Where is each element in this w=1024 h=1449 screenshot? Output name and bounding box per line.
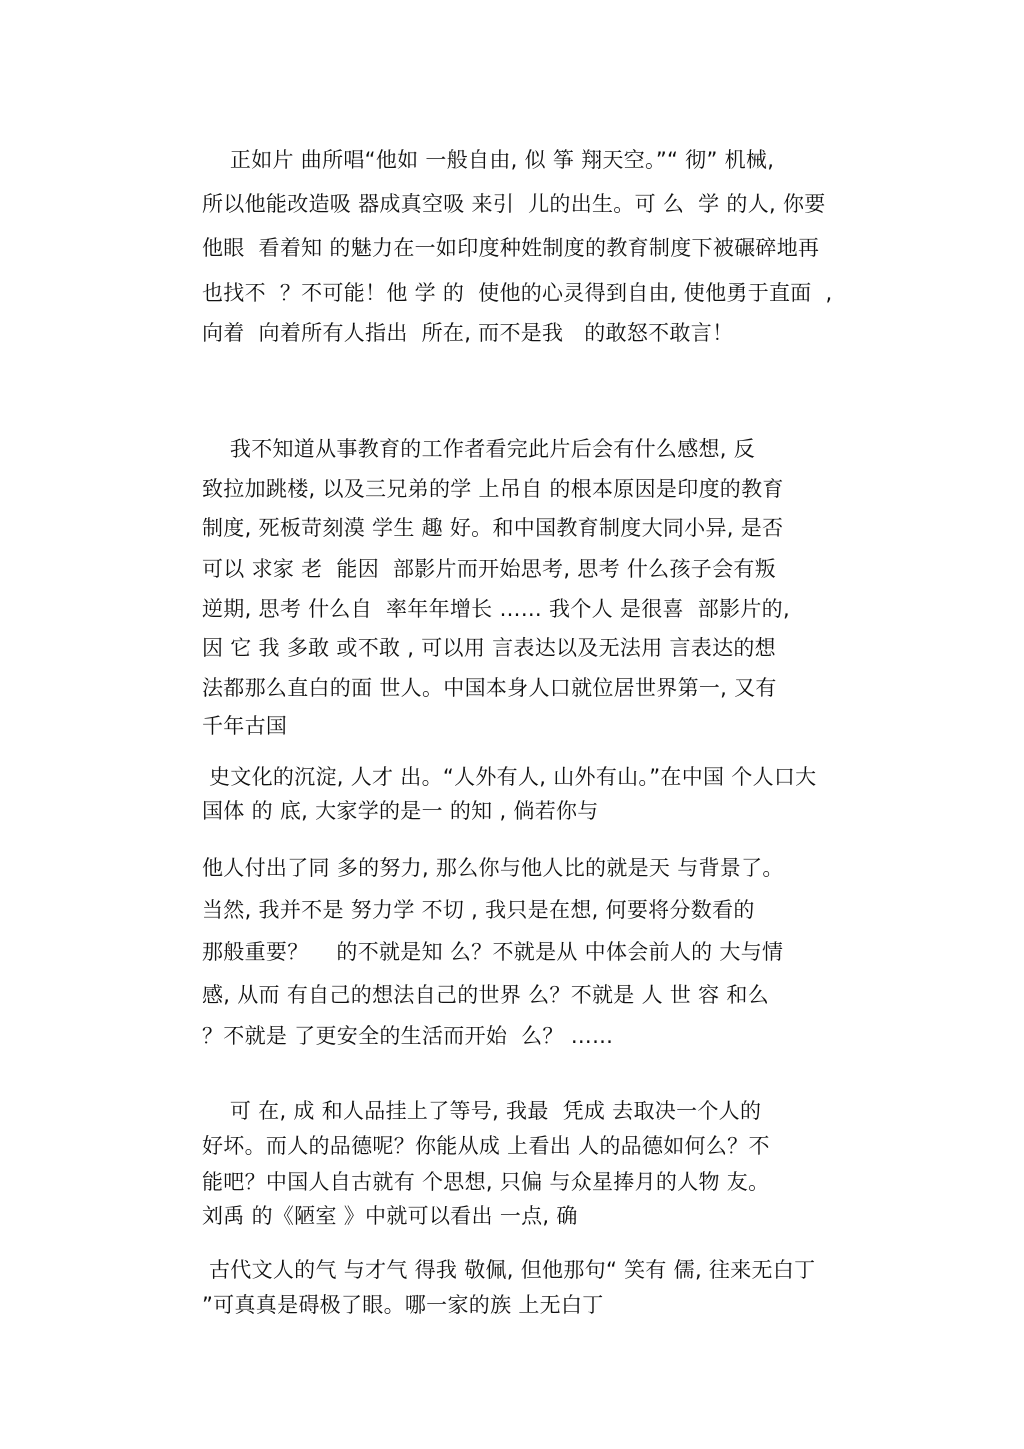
- text-line: ”可真真是碍极了眼。哪一家的族 上无白丁: [202, 1293, 604, 1317]
- text-line: 向着 向着所有人指出 所在, 而不是我 的敢怒不敢言！: [202, 321, 734, 345]
- text-line: 制度, 死板苛刻漠 学生 趣 好。和中国教育制度大同小异, 是否: [202, 516, 784, 540]
- text-line: 国体 的 底, 大家学的是一 的知 , 倘若你与: [202, 799, 599, 823]
- text-line: 能吧？中国人自古就有 个思想, 只偏 与众星捧月的人物 友。: [202, 1170, 770, 1194]
- text-line: 可 在, 成 和人品挂上了等号, 我最 凭成 去取决一个人的: [202, 1099, 762, 1123]
- text-line: 史文化的沉淀, 人才 出。“人外有人, 山外有山。”在中国 个人口大: [202, 765, 817, 789]
- text-line: 刘禹 的《陋室 》中就可以看出 一点, 确: [202, 1204, 578, 1228]
- text-line: 那般重要？ 的不就是知 么？不就是从 中体会前人的 大与情: [202, 940, 784, 964]
- text-line: 古代文人的气 与才气 得我 敬佩, 但他那句“ 笑有 儒, 往来无白丁: [202, 1258, 816, 1282]
- text-line: 致拉加跳楼, 以及三兄弟的学 上吊自 的根本原因是印度的教育: [202, 477, 784, 501]
- text-line: 好坏。而人的品德呢？你能从成 上看出 人的品德如何么？不: [202, 1134, 770, 1158]
- text-line: 也找不 ？不可能！他 学 的 使他的心灵得到自由, 使他勇于直面 ,: [202, 281, 833, 305]
- text-line: 我不知道从事教育的工作者看完此片后会有什么感想, 反: [202, 437, 756, 461]
- text-line: 逆期, 思考 什么自 率年年增长 …… 我个人 是很喜 部影片的,: [202, 597, 790, 621]
- text-line: 法都那么直白的面 世人。中国本身人口就位居世界第一, 又有: [202, 676, 777, 700]
- text-line: 正如片 曲所唱“他如 一般自由, 似 筝 翔天空。”“ 彻” 机械,: [202, 148, 775, 172]
- text-line: 千年古国: [202, 714, 288, 738]
- text-line: 可以 求家 老 能因 部影片而开始思考, 思考 什么孩子会有叛: [202, 557, 776, 581]
- text-line: 感, 从而 有自己的想法自己的世界 么？不就是 人 世 容 和么: [202, 983, 769, 1007]
- text-line: 他眼 看着知 的魅力在一如印度种姓制度的教育制度下被碾碎地再: [202, 236, 820, 260]
- text-line: 他人付出了同 多的努力, 那么你与他人比的就是天 与背景了。: [202, 856, 784, 880]
- text-line: 当然, 我并不是 努力学 不切 , 我只是在想, 何要将分数看的: [202, 898, 755, 922]
- text-line: ？不就是 了更安全的生活而开始 么？ ……: [202, 1024, 614, 1048]
- text-line: 所以他能改造吸 器成真空吸 来引 儿的出生。可 么 学 的人, 你要: [202, 192, 826, 216]
- text-line: 因 它 我 多敢 或不敢 , 可以用 言表达以及无法用 言表达的想: [202, 636, 776, 660]
